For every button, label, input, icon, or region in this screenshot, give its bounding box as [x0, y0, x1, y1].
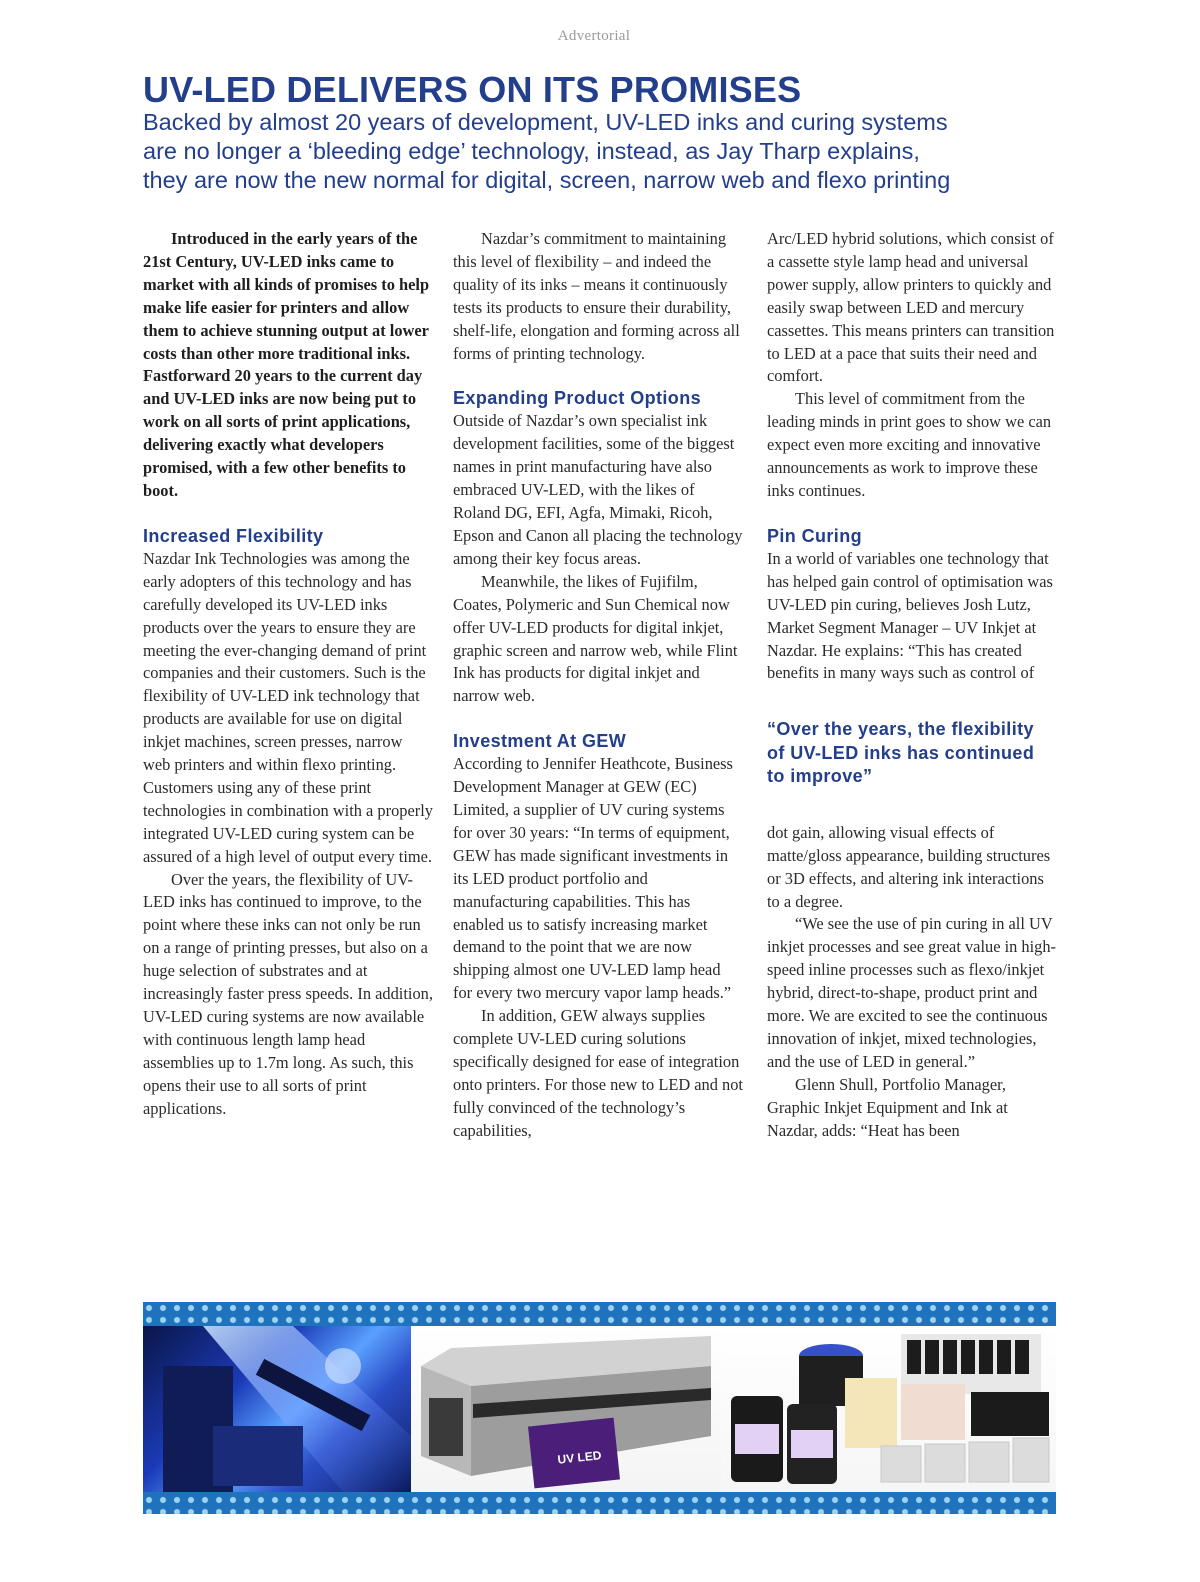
decorative-dot-band — [143, 1492, 1056, 1514]
body-paragraph: In a world of variables one technology that has helped gain control of optimisation was UV-LED pin curing, believes Josh Lutz, Market Segment Manager – UV Inkjet at Nazdar. He explains: “This has created benefits in many ways such as control of — [767, 548, 1053, 683]
led-lamp-illustration — [411, 1326, 721, 1492]
spacer — [767, 503, 1057, 525]
body-paragraph: “We see the use of pin curing in all UV inkjet processes and see great value in high-speed inline processes such as flexo/inkjet hybrid, direct-to-shape, product print and more. We are excited to see the continuous innovation of inkjet, mixed technologies, and the use of LED in general.” — [767, 914, 1057, 1071]
subtitle-line: are no longer a ‘bleeding edge’ technology, instead, as Jay Tharp explains, — [143, 138, 920, 164]
section-heading: Increased Flexibility — [143, 525, 324, 546]
body-paragraph: Glenn Shull, Portfolio Manager, Graphic Inkjet Equipment and Ink at Nazdar, adds: “Heat has been — [767, 1074, 1008, 1140]
body-paragraph: dot gain, allowing visual effects of matte/gloss appearance, building structures or 3D effects, and altering ink interactions to a degree. — [767, 822, 1051, 911]
header-label: Advertorial — [557, 28, 631, 44]
ink-bottles-illustration — [721, 1326, 1056, 1492]
uv-press-illustration — [143, 1326, 411, 1492]
product-photo-strip — [143, 1302, 1056, 1514]
lamp-badge-text: UV LED — [556, 1448, 603, 1467]
decorative-dot-band — [143, 1302, 1056, 1326]
spacer — [453, 365, 743, 387]
spacer — [143, 503, 433, 525]
body-paragraph: In addition, GEW always supplies complete UV-LED curing solutions specifically designed for ease of integration onto printers. For those new to LED and not fully convinced of the technology’s capabilities, — [453, 1006, 743, 1140]
body-paragraph: According to Jennifer Heathcote, Business Development Manager at GEW (EC) Limited, a supplier of UV curing systems for over 30 years: “In terms of equipment, GEW has made significant investments in its LED product portfolio and manufacturing capabilities. This has enabled us to satisfy increasing market demand to the point that we are now shipping almost one UV-LED lamp head for every two mercury vapor lamp heads.” — [453, 754, 733, 1003]
section-heading: Pin Curing — [767, 525, 862, 546]
body-paragraph: Outside of Nazdar’s own specialist ink development facilities, some of the biggest names in print manufacturing have also embraced UV-LED, with the likes of Roland DG, EFI, Agfa, Mimaki, Ricoh, Epson and Canon all placing the technology among their key focus areas. — [453, 411, 743, 568]
article-title: UV-LED DELIVERS ON ITS PROMISES — [143, 69, 802, 110]
pull-quote: “Over the years, the flexibility of UV-LED inks has continued to improve” — [767, 719, 1035, 787]
article-column-1 — [143, 228, 433, 1121]
section-heading: Expanding Product Options — [453, 388, 701, 409]
body-paragraph: Meanwhile, the likes of Fujifilm, Coates, Polymeric and Sun Chemical now offer UV-LED products for digital inkjet, graphic screen and narrow web, while Flint Ink has products for digital inkjet and narrow web. — [453, 571, 738, 706]
section-heading: Investment At GEW — [453, 731, 627, 752]
lead-paragraph: Introduced in the early years of the 21st Century, UV-LED inks came to market with all kinds of promises to help make life easier for printers and allow them to achieve stunning output at lower costs than other more traditional inks. Fastforward 20 years to the current day and UV-LED inks are now being put to work on all sorts of print applications, delivering exactly what developers promised, with a few other benefits to boot. — [143, 229, 430, 500]
spacer — [767, 789, 1057, 822]
spacer — [767, 685, 1057, 718]
article-column-2 — [453, 228, 743, 1143]
ink-products-photo — [721, 1326, 1056, 1492]
uv-light-photo — [143, 1326, 411, 1492]
article-subtitle — [143, 108, 1043, 195]
subtitle-line: Backed by almost 20 years of development, UV-LED inks and curing systems — [143, 109, 948, 135]
body-paragraph: This level of commitment from the leading minds in print goes to show we can expect even more exciting and innovative announcements as work to improve these inks continues. — [767, 389, 1052, 500]
led-lamp-head-photo — [411, 1326, 721, 1492]
body-paragraph: Nazdar’s commitment to maintaining this level of flexibility – and indeed the quality of its inks – means it continuously tests its products to ensure their durability, shelf-life, elongation and forming across all forms of printing technology. — [453, 229, 740, 363]
spacer — [453, 708, 743, 730]
subtitle-line: they are now the new normal for digital, screen, narrow web and flexo printing — [143, 167, 951, 193]
body-paragraph: Arc/LED hybrid solutions, which consist of a cassette style lamp head and universal power supply, allow printers to quickly and easily swap between LED and mercury cassettes. This means printers can transition to LED at a pace that suits their need and comfort. — [767, 229, 1055, 386]
article-column-3 — [767, 228, 1057, 1143]
body-paragraph: Over the years, the flexibility of UV-LED inks has continued to improve, to the point where these inks can not only be run on a range of printing presses, but also on a huge selection of substrates and at increasingly faster press speeds. In addition, UV-LED curing systems are now available with continuous length lamp head assemblies up to 1.7m long. As such, this opens their use to all sorts of print applications. — [143, 869, 433, 1118]
body-paragraph: Nazdar Ink Technologies was among the early adopters of this technology and has carefully developed its UV-LED inks products over the years to ensure they are meeting the ever-changing demand of print companies and their customers. Such is the flexibility of UV-LED ink technology that products are available for use on digital inkjet machines, screen presses, narrow web printers and within flexo printing. Customers using any of these print technologies in combination with a properly integrated UV-LED curing system can be assured of a high level of output every time. — [143, 548, 433, 866]
